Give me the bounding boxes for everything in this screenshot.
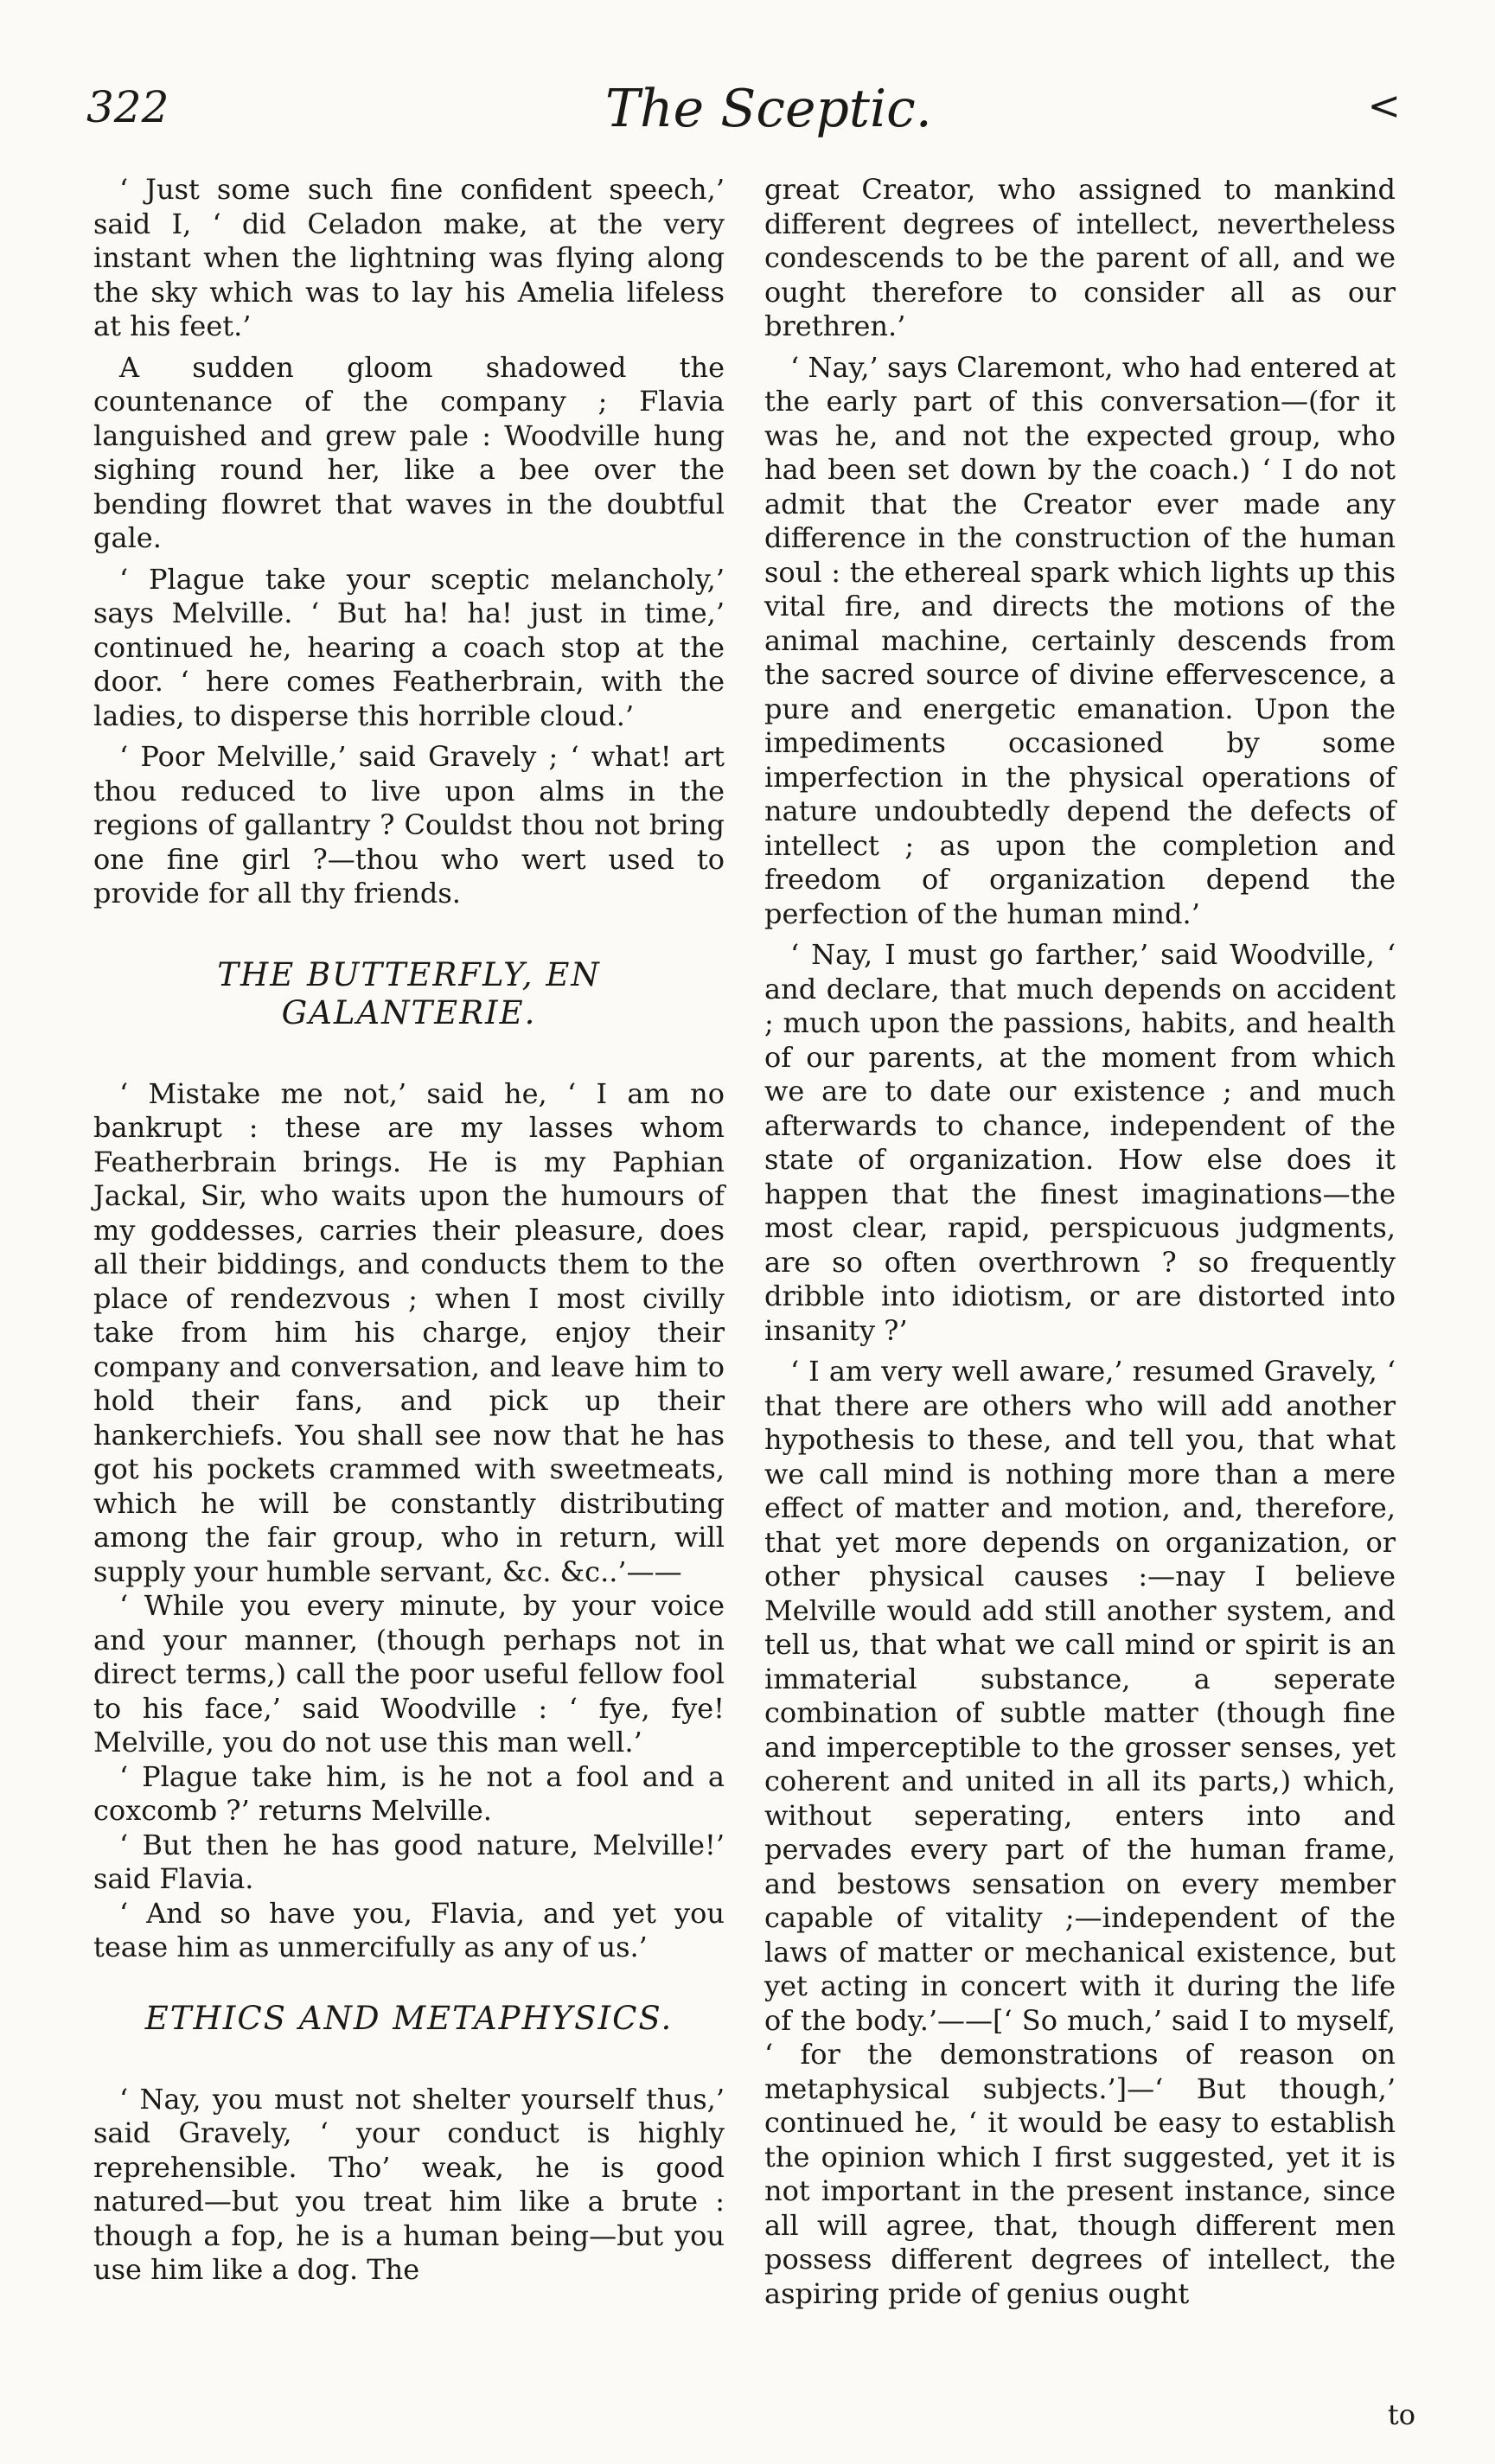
left-column: [93, 173, 725, 2288]
paragraph: ‘ Mistake me not,’ said he, ‘ I am no bankrupt : these are my lasses whom Featherbrain brings. He is my Paphian Jackal, Sir, who waits upon the humours of my goddesses, carries their pleasure, does all their biddings, and conducts them to the place of rendezvous ; when I most civilly take from him his charge, enjoy their company and conversation, and leave him to hold their fans, and pick up their hankerchiefs. You shall see now that he has got his pockets crammed with sweetmeats, which he will be constantly distributing among the fair group, who in return, will supply your humble servant, &c. &c..’——: [93, 1076, 725, 1588]
paragraph: ‘ While you every minute, by your voice and your manner, (though perhaps not in direct terms,) call the poor useful fellow fool to his face,’ said Woodville : ‘ fye, fye! Melville, you do not use this man well.’: [93, 1589, 725, 1759]
paragraph: ‘ Nay, I must go farther,’ said Woodville, ‘ and declare, that much depends on accident ; much upon the passions, habits, and health of our parents, at the moment from which we are to date our existence ; and much afterwards to chance, independent of the state of organization. How else does it happen that the finest imaginations—the most clear, rapid, perspicuous judgments, are so often overthrown ? so frequently dribble into idiotism, or are distorted into insanity ?’: [764, 938, 1396, 1347]
paragraph: ‘ Poor Melville,’ said Gravely ; ‘ what! art thou reduced to live upon alms in the regions of gallantry ? Couldst thou not bring one fine girl ?—thou who wert used to provide for all thy friends.: [93, 740, 725, 910]
section-heading: THE BUTTERFLY, EN GALANTERIE.: [217, 955, 601, 1031]
paragraph: ‘ But then he has good nature, Melville!’ said Flavia.: [93, 1828, 725, 1895]
paragraph: ‘ Plague take him, is he not a fool and a coxcomb ?’ returns Melville.: [93, 1759, 725, 1827]
running-title: The Sceptic.: [605, 79, 932, 139]
paragraph: ‘ Plague take your sceptic melancholy,’ says Melville. ‘ But ha! ha! just in time,’ continued he, hearing a coach stop at the door. ‘ here comes Featherbrain, with the ladies, to disperse this horrible cloud.’: [93, 562, 725, 732]
page-header: [86, 79, 1401, 151]
paragraph: ‘ Nay,’ says Claremont, who had entered at the early part of this conversation—(for it was he, and not the expected group, who had been set down by the coach.) ‘ I do not admit that the Creator ever made any difference in the construction of the human soul : the ethereal spark which lights up this vital fire, and directs the motions of the animal machine, certainly descends from the sacred source of divine effervescence, a pure and energetic emanation. Upon the impediments occasioned by some imperfection in the physical operations of nature undoubtedly depend the defects of intellect ; as upon the completion and freedom of organization depend the perfection of the human mind.’: [764, 350, 1396, 930]
section-heading: ETHICS AND METAPHYSICS.: [144, 1999, 674, 2037]
paragraph: ‘ And so have you, Flavia, and yet you tease him as unmercifully as any of us.’: [93, 1896, 725, 1963]
paragraph: A sudden gloom shadowed the countenance of the company ; Flavia languished and grew pale : Woodville hung sighing round her, like a bee over the bending flowret that waves in the doubtful gale.: [93, 350, 725, 554]
paragraph: great Creator, who assigned to mankind different degrees of intellect, nevertheless condescends to be the parent of all, and we ought therefore to consider all as our brethren.’: [764, 173, 1396, 342]
paragraph: ‘ I am very well aware,’ resumed Gravely, ‘ that there are others who will add another hypothesis to these, and tell you, that what we call mind is nothing more than a mere effect of matter and motion, and, therefore, that yet more depends on organization, or other physical causes :—nay I believe Melville would add still another system, and tell us, that what we call mind or spirit is an immaterial substance, a seperate combination of subtle matter (though fine and imperceptible to the grosser senses, yet coherent and united in all its parts,) which, without seperating, enters into and pervades every part of the human frame, and bestows sensation on every member capable of vitality ;—independent of the laws of matter or mechanical existence, but yet acting in concert with it during the life of the body.’——[‘ So much,’ said I to myself, ‘ for the demonstrations of reason on metaphysical subjects.’]—‘ But though,’ continued he, ‘ it would be easy to establish the opinion which I first suggested, yet it is not important in the present instance, since all will agree, that, though different men possess different degrees of intellect, the aspiring pride of genius ought: [764, 1355, 1396, 2310]
text-columns: [93, 173, 1396, 2421]
paragraph: ‘ Nay, you must not shelter yourself thus,’ said Gravely, ‘ your conduct is highly reprehensible. Tho’ weak, he is good natured—but you treat him like a brute : though a fop, he is a human being—but you use him like a dog. The: [93, 2082, 725, 2286]
right-column: [764, 173, 1396, 2311]
catchword: to: [1387, 2398, 1415, 2431]
margin-mark: <: [1367, 82, 1401, 129]
paragraph: ‘ Just some such fine confident speech,’ said I, ‘ did Celadon make, at the very instant when the lightning was flying along the sky which was to lay his Amelia lifeless at his feet.’: [93, 173, 725, 342]
page-number: 322: [86, 82, 169, 132]
